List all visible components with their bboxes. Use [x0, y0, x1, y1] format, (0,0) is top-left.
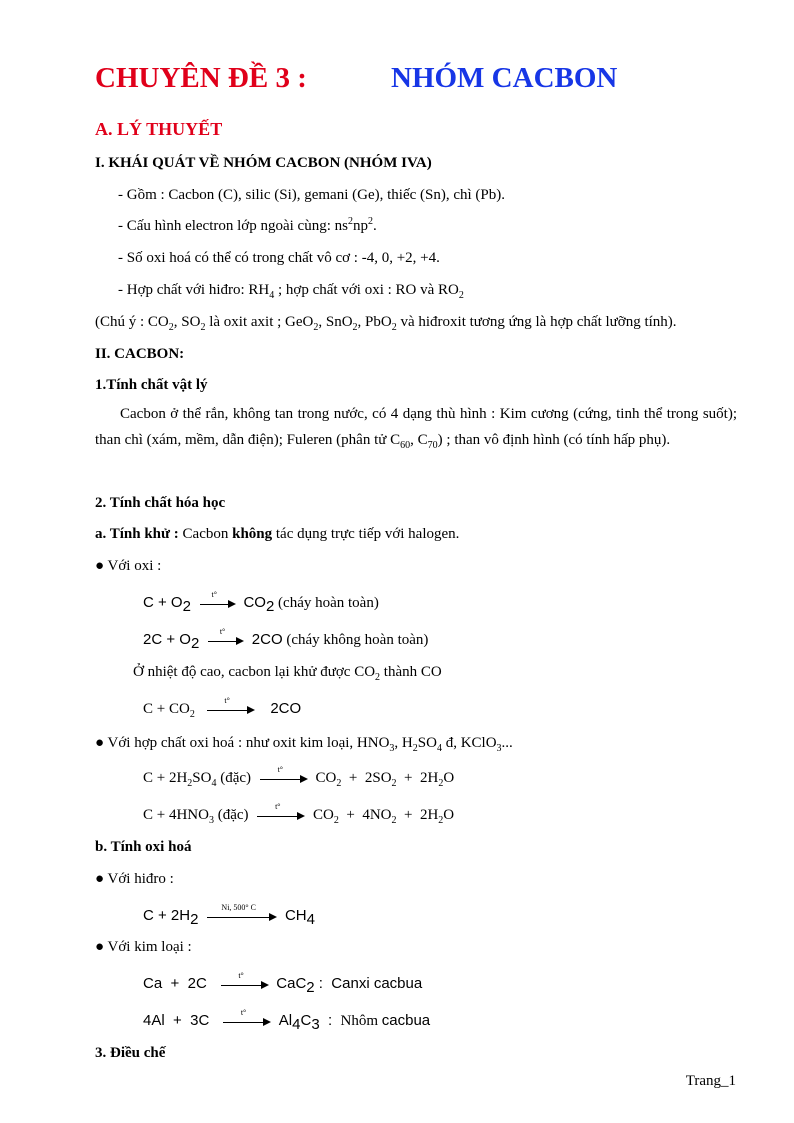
text: (cháy hoàn toàn): [274, 595, 379, 611]
text: SO: [417, 735, 437, 751]
reaction-arrow: [257, 801, 305, 822]
condition: t°: [277, 764, 283, 774]
subscript: 4: [211, 778, 217, 789]
text: 2CO: [251, 631, 283, 648]
subscript: 2: [438, 815, 444, 826]
text: CO: [243, 594, 266, 611]
section-a-heading: A. LÝ THUYẾT: [95, 119, 223, 139]
subscript: 2: [352, 322, 358, 333]
reaction-arrow: [223, 1007, 271, 1028]
reaction-arrow: [260, 764, 308, 785]
text: C + 2H: [143, 907, 191, 924]
subscript: 2: [182, 598, 191, 615]
text: - Cấu hình electron lớp ngoài cùng: ns: [118, 218, 348, 234]
subscript: 3: [311, 1016, 320, 1033]
equation-4: [143, 764, 455, 789]
equation-6: [143, 902, 315, 928]
title-right: NHÓM CACBON: [391, 62, 618, 94]
subscript: 2: [313, 322, 319, 333]
subscript: 2: [168, 322, 174, 333]
reaction-arrow: [200, 589, 236, 610]
bullet-oxi: ● Với oxi :: [95, 558, 162, 574]
subscript: 4: [436, 743, 442, 754]
text: C + CO: [143, 701, 190, 717]
subscript: 3: [496, 743, 502, 754]
text: 2CO: [270, 700, 302, 717]
heading-oxidation: b. Tính oxi hoá: [95, 839, 192, 855]
text: + 2SO: [341, 770, 392, 786]
text: C: [300, 1012, 312, 1029]
text: Nhôm: [340, 1013, 382, 1029]
text: (cháy không hoàn toàn): [282, 632, 429, 648]
text: 2C + O: [143, 631, 191, 648]
subscript: 3: [389, 743, 395, 754]
condition: t°: [275, 801, 281, 811]
reaction-arrow: [221, 970, 269, 991]
text: O: [443, 770, 455, 786]
text: a. Tính khử :: [95, 526, 183, 542]
text: thành CO: [380, 664, 442, 680]
section-i-heading: I. KHÁI QUÁT VỀ NHÓM CACBON (NHÓM IVA): [95, 155, 432, 171]
equation-5: [143, 801, 455, 826]
line-oxi: - Số oxi hoá có thể có trong chất vô cơ : -4, 0, +2, +4.: [118, 250, 440, 266]
superscript: 2: [367, 216, 373, 227]
text: (Chú ý : CO: [95, 314, 169, 330]
text: Ca + 2C: [143, 975, 207, 992]
subscript: 4: [269, 290, 275, 301]
text: là oxit axit ; GeO: [205, 314, 314, 330]
text: tác dụng trực tiếp với halogen.: [272, 526, 460, 542]
subscript: 2: [391, 815, 397, 826]
text: không: [232, 526, 273, 542]
text: cacbua: [381, 1012, 431, 1029]
text: (đặc): [213, 807, 249, 823]
subscript: 2: [187, 778, 193, 789]
subscript: 2: [375, 672, 381, 683]
text: C + 4HNO: [143, 807, 209, 823]
subscript: 2: [189, 709, 195, 720]
subscript: 2: [458, 290, 464, 301]
condition: t°: [224, 695, 230, 705]
bullet-hopchat: [95, 733, 513, 753]
text: ...: [501, 735, 513, 751]
equation-2: [143, 626, 429, 652]
text: CH: [284, 907, 307, 924]
superscript: 2: [347, 216, 353, 227]
text: CO: [313, 807, 334, 823]
text: : Canxi cacbua: [314, 975, 423, 992]
heading-preparation: 3. Điều chế: [95, 1045, 166, 1061]
equation-7: [143, 970, 423, 996]
line-gom: - Gồm : Cacbon (C), silic (Si), gemani (Ge), thiếc (Sn), chì (Pb).: [118, 187, 505, 203]
text: ; hợp chất với oxi : RO và RO: [274, 282, 459, 298]
line-tinhkhu: [95, 524, 459, 544]
reaction-arrow: [208, 626, 244, 647]
text: np: [352, 218, 368, 234]
heading-chemical: 2. Tính chất hóa học: [95, 495, 226, 511]
text: :: [319, 1012, 341, 1029]
equation-1: [143, 589, 379, 615]
section-ii-heading: II. CACBON:: [95, 346, 185, 362]
subscript: 3: [208, 815, 214, 826]
page-title: [95, 60, 737, 96]
text: CaC: [276, 975, 307, 992]
text: C + O: [143, 594, 183, 611]
subscript: 60: [400, 439, 411, 451]
line-nhietdo: [133, 662, 442, 682]
text: Al: [278, 1012, 293, 1029]
line-hopchat: [118, 280, 464, 300]
text: , PbO: [357, 314, 392, 330]
text: .: [372, 218, 377, 234]
subscript: 2: [438, 778, 444, 789]
bullet-hidro: ● Với hiđro :: [95, 871, 174, 887]
condition: t°: [211, 589, 217, 599]
text: ● Với hợp chất oxi hoá : như oxit kim loại, HNO: [95, 735, 390, 751]
physical-paragraph: [95, 402, 737, 453]
text: Cacbon: [182, 526, 233, 542]
text: - Hợp chất với hiđro: RH: [118, 282, 270, 298]
text: , C: [410, 431, 428, 448]
equation-3: [143, 695, 302, 720]
reaction-arrow: [207, 695, 255, 716]
condition: t°: [238, 970, 244, 980]
text: C + 2H: [143, 770, 188, 786]
subscript: 2: [265, 598, 275, 615]
condition: t°: [240, 1007, 247, 1017]
subscript: 2: [306, 979, 315, 996]
condition: t°: [219, 626, 226, 636]
subscript: 2: [190, 911, 199, 928]
text: Cacbon ở thể rắn, không tan trong nước, có 4 dạng thù hình : Kim cương (cứng, tinh thể trong suốt); than chì (xám, mềm, dẫn điện); Fuleren (phân tử C: [95, 406, 737, 448]
subscript: 2: [412, 743, 418, 754]
text: đ, KClO: [441, 735, 497, 751]
condition: Ni, 500° C: [221, 902, 256, 912]
text: SO: [192, 770, 212, 786]
page-footer: Trang_1: [685, 1073, 736, 1089]
text: O: [443, 807, 455, 823]
heading-physical: 1.Tính chất vật lý: [95, 377, 208, 393]
text: Ở nhiệt độ cao, cacbon lại khử được CO: [133, 664, 376, 680]
equation-8: [143, 1007, 431, 1033]
text: (đặc): [216, 770, 252, 786]
text: + 4NO: [338, 807, 392, 823]
text: , SnO: [318, 314, 353, 330]
subscript: 2: [333, 815, 339, 826]
subscript: 2: [200, 322, 206, 333]
line-config: [118, 216, 377, 236]
subscript: 4: [306, 911, 315, 928]
reaction-arrow: [207, 902, 277, 923]
text: , H: [394, 735, 413, 751]
text: 4Al + 3C: [143, 1012, 210, 1029]
bullet-kimloai: ● Với kim loại :: [95, 939, 192, 955]
subscript: 70: [427, 439, 438, 451]
title-left: CHUYÊN ĐỀ 3 :: [95, 62, 307, 94]
subscript: 2: [336, 778, 342, 789]
text: ) ; than vô định hình (có tính hấp phụ).: [437, 431, 671, 448]
text: CO: [315, 770, 337, 786]
text: , SO: [173, 314, 201, 330]
text: và hiđroxit tương ứng là hợp chất lưỡng tính).: [396, 314, 677, 330]
note-line: [95, 312, 677, 332]
subscript: 2: [190, 635, 200, 652]
subscript: 4: [292, 1016, 301, 1033]
subscript: 2: [391, 778, 397, 789]
text: + 2H: [396, 770, 439, 786]
subscript: 2: [391, 322, 397, 333]
text: + 2H: [396, 807, 439, 823]
